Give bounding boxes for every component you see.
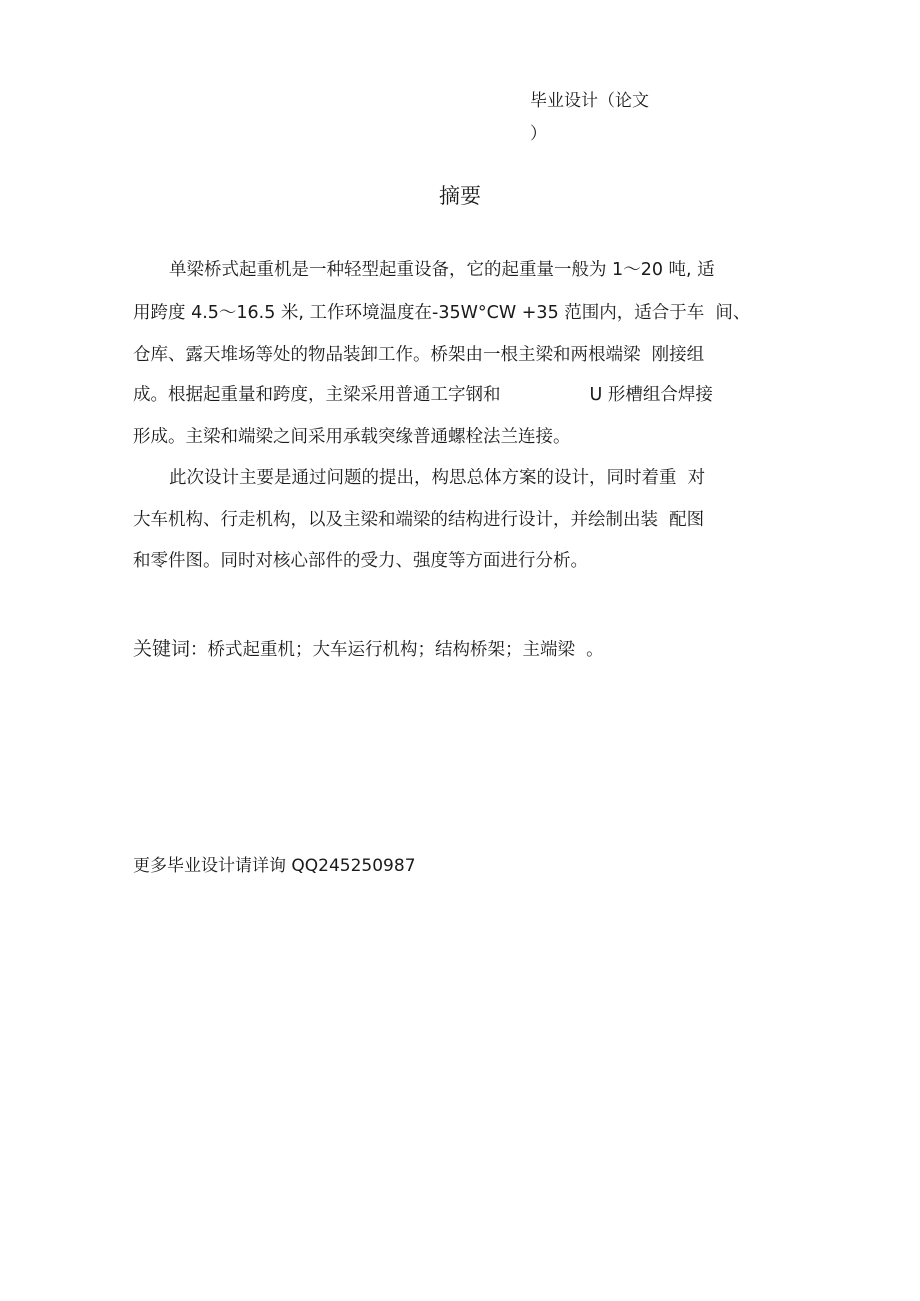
abstract-line: 仓库、露天堆场等处的物品装卸工作。桥架由一根主梁和两根端梁 刚接组 bbox=[133, 345, 705, 365]
abstract-line: 用跨度 4.5〜16.5 米, 工作环境温度在-35W°CW +35 范围内，适合于车 间、 bbox=[133, 303, 751, 323]
keywords-text: ：桥式起重机；大车运行机构；结构桥架；主端梁 。 bbox=[190, 640, 604, 660]
abstract-line: 单梁桥式起重机是一种轻型起重设备，它的起重量一般为 1〜20 吨, 适 bbox=[169, 260, 715, 280]
keywords-line bbox=[133, 637, 604, 662]
page-title: 摘要 bbox=[439, 184, 481, 208]
abstract-line: 和零件图。同时对核心部件的受力、强度等方面进行分析。 bbox=[133, 551, 588, 571]
header-line-1: 毕业设计（论文 bbox=[530, 91, 649, 111]
abstract-line: 形成。主梁和端梁之间采用承载突缘普通螺栓法兰连接。 bbox=[133, 427, 571, 447]
header-line-2: ） bbox=[530, 124, 547, 144]
contact-note: 更多毕业设计请详询 QQ245250987 bbox=[133, 856, 416, 876]
abstract-line: 此次设计主要是通过问题的提出，构思总体方案的设计，同时着重 对 bbox=[169, 468, 706, 488]
abstract-line: 大车机构、行走机构，以及主梁和端梁的结构进行设计，并绘制出装 配图 bbox=[133, 510, 705, 530]
abstract-line: 成。根据起重量和跨度，主梁采用普通工字钢和 U 形槽组合焊接 bbox=[133, 385, 713, 405]
keywords-label: 关键词 bbox=[133, 638, 191, 660]
